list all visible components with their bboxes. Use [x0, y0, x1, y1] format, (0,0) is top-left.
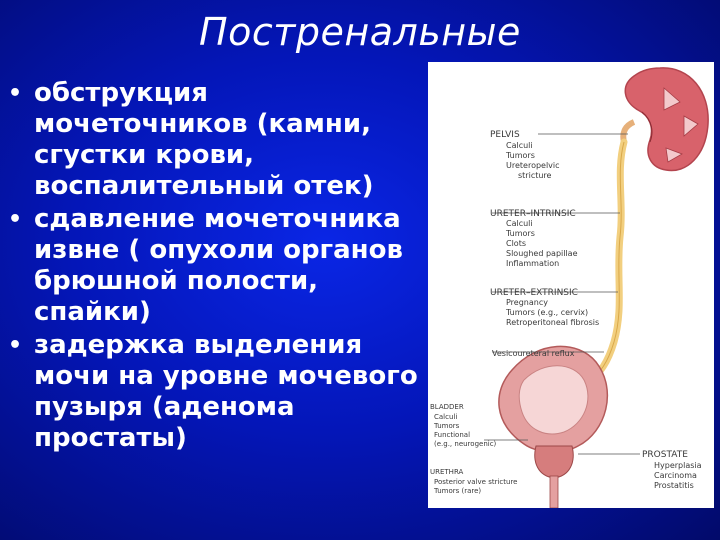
slide-title: Постренальные — [199, 10, 521, 54]
pelvis-label: PELVIS — [490, 130, 520, 140]
ureter-intrinsic-item: Tumors — [506, 229, 535, 238]
ureter-intrinsic-label: URETER–INTRINSIC — [490, 209, 576, 219]
pelvis-item: Calculi — [506, 141, 533, 150]
ureter-intrinsic-item: Calculi — [506, 219, 533, 228]
ureter-intrinsic-item: Sloughed papillae — [506, 249, 578, 258]
prostate-item: Hyperplasia — [654, 461, 702, 470]
urethra-item: Posterior valve stricture — [434, 478, 518, 486]
bullet-text: обструкция мочеточников (камни, сгустки крови, воспалительный отек) — [34, 78, 374, 201]
prostate-label: PROSTATE — [642, 450, 688, 460]
ureter-extrinsic-item: Pregnancy — [506, 298, 548, 307]
pelvis-item: stricture — [518, 171, 552, 180]
bullet-text: задержка выделения мочи на уровне мочевого пузыря (аденома простаты) — [34, 330, 418, 453]
ureter-extrinsic-label: URETER–EXTRINSIC — [490, 288, 578, 298]
bullet-item — [6, 204, 422, 328]
prostate-item: Prostatitis — [654, 481, 694, 490]
prostate-item: Carcinoma — [654, 471, 697, 480]
bladder-label: BLADDER — [430, 403, 464, 411]
kidney-illustration — [623, 68, 708, 171]
ureter-extrinsic-item: Retroperitoneal fibrosis — [506, 318, 600, 327]
pelvis-item: Tumors — [506, 151, 535, 160]
ureter-extrinsic-item: Tumors (e.g., cervix) — [506, 308, 589, 317]
urinary-tract-diagram — [428, 62, 714, 508]
bullet-text: сдавление мочеточника извне ( опухоли органов брюшной полости, спайки) — [34, 204, 403, 327]
ureter-intrinsic-item: Inflammation — [506, 259, 560, 268]
bullet-item — [6, 78, 422, 202]
bullet-list — [6, 78, 422, 456]
bladder-item: Calculi — [434, 413, 458, 421]
urethra-label: URETHRA — [430, 468, 464, 476]
ureter-intrinsic-item: Clots — [506, 239, 527, 248]
bullet-icon: • — [8, 207, 23, 232]
urethra-item: Tumors (rare) — [434, 487, 482, 495]
bullet-item — [6, 330, 422, 454]
bladder-item: Functional — [434, 431, 471, 439]
bullet-icon: • — [8, 81, 23, 106]
urinary-tract-figure — [428, 62, 714, 508]
pelvis-item: Ureteropelvic — [506, 161, 560, 170]
bladder-item: Tumors — [434, 422, 460, 430]
bullet-icon: • — [8, 333, 23, 358]
bladder-item: (e.g., neurogenic) — [434, 440, 497, 448]
reflux-label: Vesicoureteral reflux — [492, 349, 575, 358]
